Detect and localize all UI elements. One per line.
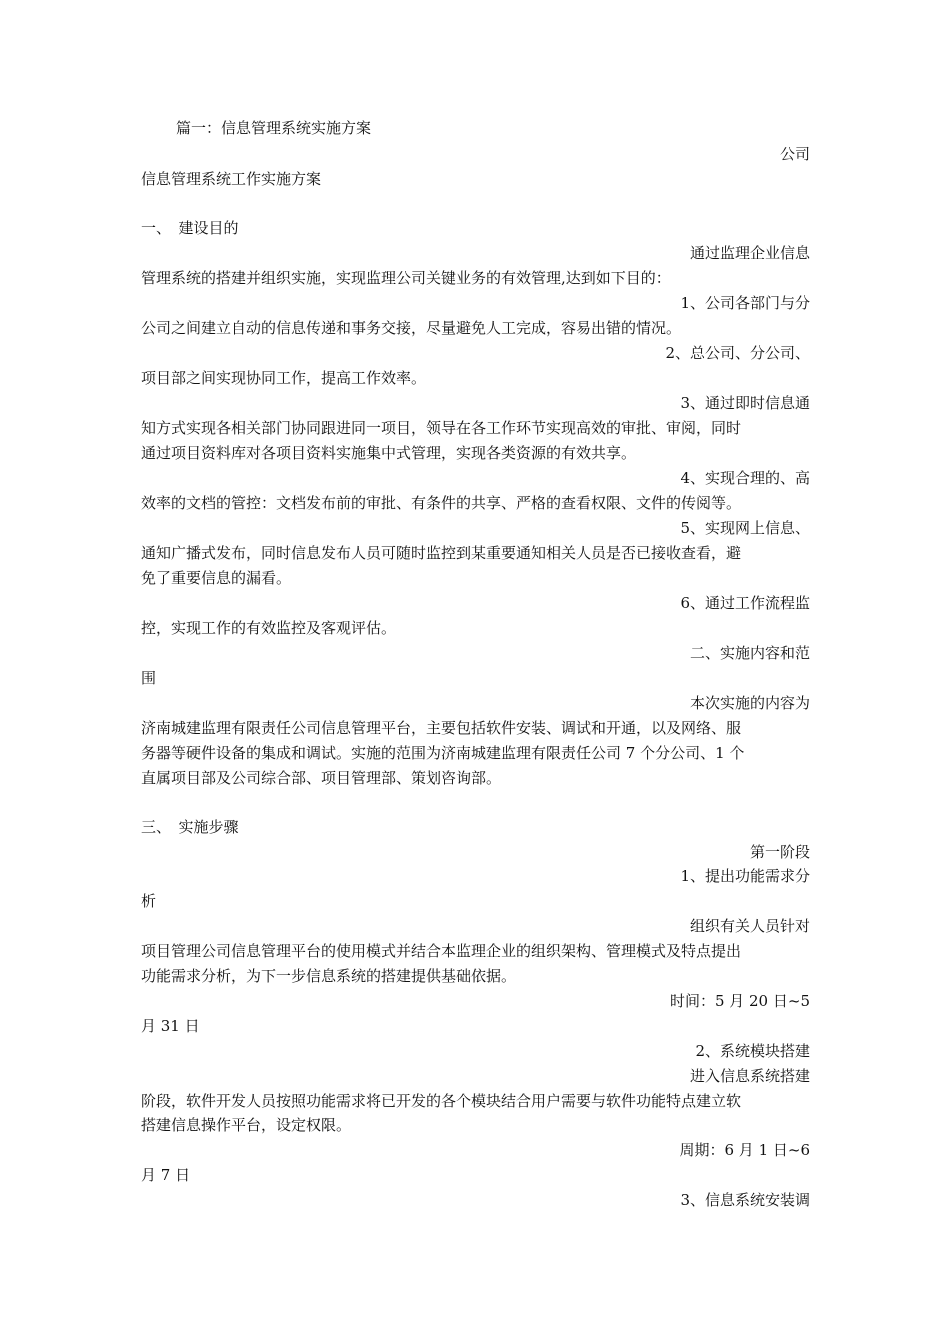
paragraph-line: 阶段，软件开发人员按照功能需求将已开发的各个模块结合用户需要与软件功能特点建立软 xyxy=(141,1092,742,1110)
list-item-4-line: 效率的文档的管控：文档发布前的审批、有条件的共享、严格的查看权限、文件的传阅等。 xyxy=(141,494,742,512)
document-title: 信息管理系统工作实施方案 xyxy=(141,170,322,188)
paragraph-line: 济南城建监理有限责任公司信息管理平台，主要包括软件安装、调试和开通，以及网络、服 xyxy=(141,719,742,737)
list-item-5-line: 通知广播式发布，同时信息发布人员可随时监控到某重要通知相关人员是否已接收查看，避 xyxy=(141,544,742,562)
section-3-title: 三、 实施步骤 xyxy=(141,818,239,836)
paragraph-line: 管理系统的搭建并组织实施，实现监理公司关键业务的有效管理,达到如下目的： xyxy=(141,269,671,287)
list-item-6-line: 6、通过工作流程监 xyxy=(680,594,810,612)
step-1-title-cont: 析 xyxy=(141,892,157,910)
step-3-title: 3、信息系统安装调 xyxy=(680,1191,810,1209)
section-1-title: 一、 建设目的 xyxy=(141,219,239,237)
list-item-6-line: 控，实现工作的有效监控及客观评估。 xyxy=(141,619,397,637)
section-2-title-cont: 围 xyxy=(141,669,157,687)
document-heading: 篇一：信息管理系统实施方案 xyxy=(176,119,372,137)
time-line-cont: 月 31 日 xyxy=(141,1017,200,1035)
paragraph-line: 务器等硬件设备的集成和调试。实施的范围为济南城建监理有限责任公司 7 个分公司、1 个 xyxy=(141,744,745,762)
list-item-5-line: 免了重要信息的漏看。 xyxy=(141,569,292,587)
paragraph-line: 组织有关人员针对 xyxy=(689,917,810,935)
time-line: 时间：5 月 20 日~5 xyxy=(669,992,810,1010)
step-2-title: 2、系统模块搭建 xyxy=(695,1042,810,1060)
paragraph-line: 搭建信息操作平台，设定权限。 xyxy=(141,1116,352,1134)
list-item-5-line: 5、实现网上信息、 xyxy=(680,519,810,537)
paragraph-line: 进入信息系统搭建 xyxy=(689,1067,810,1085)
time-line-cont: 月 7 日 xyxy=(141,1166,191,1184)
company-label: 公司 xyxy=(779,145,810,163)
stage-label: 第一阶段 xyxy=(749,843,810,861)
list-item-3-line: 知方式实现各相关部门协同跟进同一项目，领导在各工作环节实现高效的审批、审阅，同时 xyxy=(141,419,742,437)
step-1-title: 1、提出功能需求分 xyxy=(680,867,810,885)
list-item-2-line: 2、总公司、分公司、 xyxy=(665,344,810,362)
section-2-title: 二、实施内容和范 xyxy=(689,644,810,662)
time-line: 周期：6 月 1 日~6 xyxy=(679,1141,810,1159)
list-item-4-line: 4、实现合理的、高 xyxy=(680,469,810,487)
paragraph-line: 直属项目部及公司综合部、项目管理部、策划咨询部。 xyxy=(141,769,502,787)
paragraph-line: 功能需求分析，为下一步信息系统的搭建提供基础依据。 xyxy=(141,967,517,985)
paragraph-line: 本次实施的内容为 xyxy=(689,694,810,712)
list-item-3-line: 3、通过即时信息通 xyxy=(680,394,810,412)
list-item-1-line: 1、公司各部门与分 xyxy=(680,294,810,312)
paragraph-line: 项目管理公司信息管理平台的使用模式并结合本监理企业的组织架构、管理模式及特点提出 xyxy=(141,942,742,960)
list-item-3-line: 通过项目资料库对各项目资料实施集中式管理，实现各类资源的有效共享。 xyxy=(141,444,637,462)
list-item-2-line: 项目部之间实现协同工作，提高工作效率。 xyxy=(141,369,427,387)
paragraph-line: 通过监理企业信息 xyxy=(689,244,810,262)
list-item-1-line: 公司之间建立自动的信息传递和事务交接，尽量避免人工完成，容易出错的情况。 xyxy=(141,319,682,337)
